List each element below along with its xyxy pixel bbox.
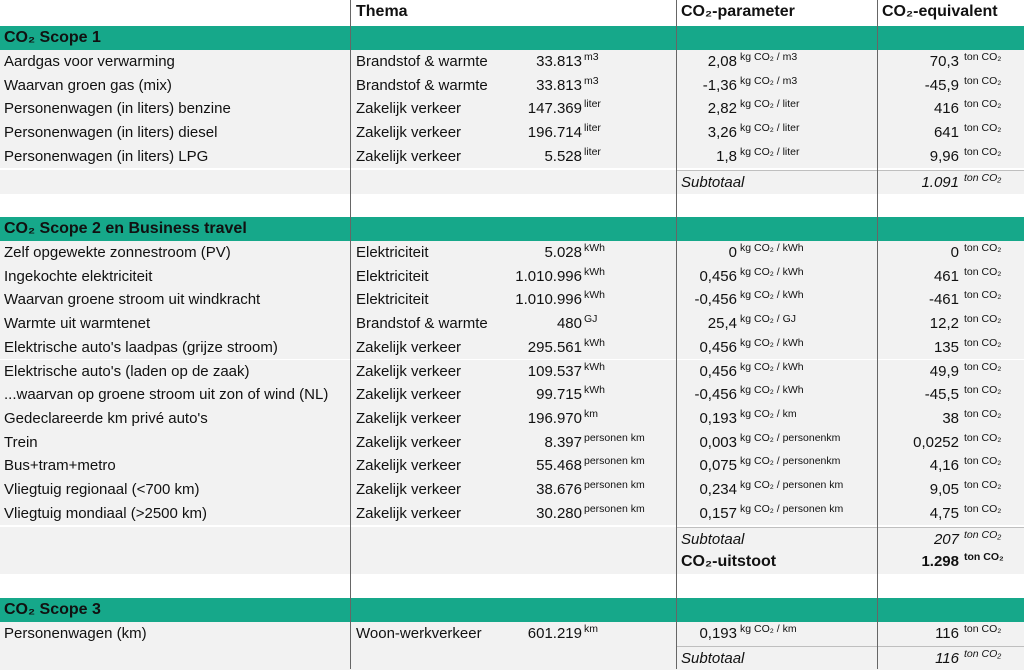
row-equivalent-unit: ton CO₂ bbox=[964, 313, 1002, 326]
row-equivalent-unit: ton CO₂ bbox=[964, 623, 1002, 635]
subtotal-value: 207 bbox=[933, 531, 959, 548]
table-row bbox=[0, 145, 1024, 169]
row-label: Personenwagen (in liters) benzine bbox=[4, 100, 231, 118]
row-quantity: 109.537 bbox=[527, 362, 582, 380]
row-label: Zelf opgewekte zonnestroom (PV) bbox=[4, 244, 231, 261]
row-quantity: 33.813 bbox=[536, 53, 582, 70]
row-parameter: 0,456 bbox=[699, 338, 737, 356]
row-equivalent: 461 bbox=[933, 267, 959, 285]
subtotal-row bbox=[0, 170, 1024, 194]
row-label: Trein bbox=[4, 433, 38, 451]
row-theme: Zakelijk verkeer bbox=[356, 362, 462, 380]
row-equivalent-unit: ton CO₂ bbox=[964, 265, 1002, 278]
table-row bbox=[0, 502, 1024, 526]
row-equivalent-unit: ton CO₂ bbox=[964, 360, 1002, 373]
row-equivalent: 0,0252 bbox=[913, 433, 959, 451]
row-equivalent: 0 bbox=[950, 244, 959, 261]
row-parameter-unit: kg CO₂ / kWh bbox=[740, 336, 804, 349]
row-parameter: 0,456 bbox=[699, 267, 737, 285]
table-row bbox=[0, 454, 1024, 478]
section-title: CO₂ Scope 3 bbox=[4, 601, 101, 618]
row-equivalent: 135 bbox=[933, 338, 959, 356]
row-quantity: 196.714 bbox=[527, 124, 582, 142]
table-row bbox=[0, 50, 1024, 74]
row-label: Waarvan groen gas (mix) bbox=[4, 76, 172, 94]
subtotal-row bbox=[0, 527, 1024, 551]
row-label: ...waarvan op groene stroom uit zon of wind (NL) bbox=[4, 386, 329, 404]
row-quantity: 33.813 bbox=[536, 76, 582, 94]
subtotal-label: Subtotaal bbox=[681, 531, 745, 548]
subtotal-unit: ton CO₂ bbox=[964, 648, 1002, 660]
table-row bbox=[0, 312, 1024, 336]
row-equivalent: -45,5 bbox=[924, 386, 959, 404]
row-parameter-unit: kg CO₂ / liter bbox=[740, 98, 800, 111]
row-quantity: 295.561 bbox=[527, 338, 582, 356]
row-quantity: 5.028 bbox=[544, 244, 582, 261]
row-parameter: -1,36 bbox=[702, 76, 737, 94]
row-label: Elektrische auto's (laden op de zaak) bbox=[4, 362, 250, 380]
table-row bbox=[0, 622, 1024, 646]
column-divider bbox=[676, 0, 677, 669]
row-label: Gedeclareerde km privé auto's bbox=[4, 409, 208, 427]
subtotal-value: 116 bbox=[935, 650, 959, 667]
row-parameter: 2,82 bbox=[707, 100, 737, 118]
row-equivalent: 12,2 bbox=[929, 315, 959, 333]
row-theme: Zakelijk verkeer bbox=[356, 386, 462, 404]
subtotal-unit: ton CO₂ bbox=[964, 529, 1002, 541]
row-parameter-unit: kg CO₂ / personenkm bbox=[740, 455, 841, 468]
row-parameter-unit: kg CO₂ / kWh bbox=[740, 265, 804, 278]
row-parameter: 0,456 bbox=[699, 362, 737, 380]
subtotal-value: 1.091 bbox=[921, 174, 959, 191]
row-equivalent: 416 bbox=[933, 100, 959, 118]
row-theme: Zakelijk verkeer bbox=[356, 481, 462, 498]
row-parameter: -0,456 bbox=[694, 291, 737, 309]
header-co2-parameter: CO₂-parameter bbox=[681, 3, 795, 20]
row-equivalent: 9,96 bbox=[929, 147, 959, 165]
row-equivalent-unit: ton CO₂ bbox=[964, 242, 1002, 254]
row-equivalent-unit: ton CO₂ bbox=[964, 289, 1002, 302]
row-equivalent: 38 bbox=[942, 409, 959, 427]
row-theme: Elektriciteit bbox=[356, 244, 429, 261]
row-quantity-unit: personen km bbox=[584, 479, 645, 491]
row-theme: Brandstof & warmte bbox=[356, 315, 488, 333]
row-quantity: 99.715 bbox=[536, 386, 582, 404]
row-label: Vliegtuig mondiaal (>2500 km) bbox=[4, 504, 208, 522]
row-quantity: 601.219 bbox=[527, 625, 582, 642]
row-equivalent-unit: ton CO₂ bbox=[964, 145, 1002, 158]
total-value: 1.298 bbox=[921, 553, 959, 570]
row-quantity: 8.397 bbox=[544, 433, 582, 451]
header-thema: Thema bbox=[356, 3, 408, 20]
row-quantity: 480 bbox=[556, 315, 582, 333]
table-row bbox=[0, 478, 1024, 502]
row-parameter: 0,193 bbox=[699, 625, 737, 642]
row-equivalent-unit: ton CO₂ bbox=[964, 502, 1002, 515]
row-parameter: 3,26 bbox=[707, 124, 737, 142]
row-parameter: 0 bbox=[728, 244, 737, 261]
row-parameter-unit: kg CO₂ / km bbox=[740, 407, 797, 420]
total-row bbox=[0, 550, 1024, 574]
row-equivalent: 116 bbox=[935, 625, 959, 642]
row-label: Elektrische auto's laadpas (grijze stroom) bbox=[4, 338, 278, 356]
row-theme: Brandstof & warmte bbox=[356, 53, 488, 70]
row-parameter-unit: kg CO₂ / personen km bbox=[740, 479, 844, 491]
section-header-scope3 bbox=[0, 598, 1024, 622]
total-label: CO₂-uitstoot bbox=[681, 553, 777, 570]
row-theme: Zakelijk verkeer bbox=[356, 504, 462, 522]
row-quantity-unit: GJ bbox=[584, 313, 598, 326]
row-label: Warmte uit warmtenet bbox=[4, 315, 151, 333]
table-row bbox=[0, 121, 1024, 145]
row-equivalent-unit: ton CO₂ bbox=[964, 74, 1002, 87]
row-label: Waarvan groene stroom uit windkracht bbox=[4, 291, 261, 309]
row-parameter: 25,4 bbox=[707, 315, 737, 333]
row-equivalent: -461 bbox=[928, 291, 959, 309]
row-theme: Elektriciteit bbox=[356, 267, 429, 285]
table-row bbox=[0, 74, 1024, 98]
row-theme: Woon-werkverkeer bbox=[356, 625, 482, 642]
row-parameter-unit: kg CO₂ / kWh bbox=[740, 242, 804, 254]
row-theme: Zakelijk verkeer bbox=[356, 433, 462, 451]
row-theme: Zakelijk verkeer bbox=[356, 147, 462, 165]
row-parameter-unit: kg CO₂ / km bbox=[740, 623, 797, 635]
row-theme: Brandstof & warmte bbox=[356, 76, 488, 94]
section-title: CO₂ Scope 1 bbox=[4, 29, 101, 46]
subtotal-row bbox=[0, 646, 1024, 670]
row-parameter: 0,003 bbox=[699, 433, 737, 451]
row-parameter-unit: kg CO₂ / m3 bbox=[740, 74, 798, 87]
row-quantity-unit: kWh bbox=[584, 384, 605, 397]
row-parameter-unit: kg CO₂ / liter bbox=[740, 145, 800, 158]
row-parameter-unit: kg CO₂ / personenkm bbox=[740, 431, 841, 444]
row-label: Vliegtuig regionaal (<700 km) bbox=[4, 481, 200, 498]
row-quantity-unit: kWh bbox=[584, 242, 605, 254]
total-unit: ton CO₂ bbox=[964, 551, 1004, 563]
row-parameter: 0,157 bbox=[699, 504, 737, 522]
row-parameter: 1,8 bbox=[716, 147, 737, 165]
row-quantity: 196.970 bbox=[527, 409, 582, 427]
row-equivalent-unit: ton CO₂ bbox=[964, 51, 1002, 63]
row-parameter-unit: kg CO₂ / kWh bbox=[740, 384, 804, 397]
row-quantity-unit: personen km bbox=[584, 455, 645, 468]
row-quantity-unit: liter bbox=[584, 122, 601, 135]
row-theme: Elektriciteit bbox=[356, 291, 429, 309]
row-equivalent: 9,05 bbox=[929, 481, 959, 498]
row-equivalent-unit: ton CO₂ bbox=[964, 384, 1002, 397]
row-theme: Zakelijk verkeer bbox=[356, 457, 462, 475]
table-row bbox=[0, 288, 1024, 312]
row-quantity-unit: km bbox=[584, 407, 598, 420]
row-label: Personenwagen (km) bbox=[4, 625, 147, 642]
row-quantity: 1.010.996 bbox=[515, 291, 582, 309]
row-quantity-unit: m3 bbox=[584, 74, 599, 87]
row-quantity-unit: kWh bbox=[584, 265, 605, 278]
table-row bbox=[0, 407, 1024, 431]
row-quantity-unit: kWh bbox=[584, 336, 605, 349]
table-row bbox=[0, 431, 1024, 455]
row-equivalent-unit: ton CO₂ bbox=[964, 122, 1002, 135]
row-equivalent-unit: ton CO₂ bbox=[964, 98, 1002, 111]
row-quantity-unit: m3 bbox=[584, 51, 599, 63]
row-equivalent: 4,16 bbox=[929, 457, 959, 475]
row-theme: Zakelijk verkeer bbox=[356, 124, 462, 142]
row-parameter-unit: kg CO₂ / personen km bbox=[740, 502, 844, 515]
row-equivalent: 4,75 bbox=[929, 504, 959, 522]
row-quantity-unit: km bbox=[584, 623, 598, 635]
section-title: CO₂ Scope 2 en Business travel bbox=[4, 220, 247, 237]
row-parameter: -0,456 bbox=[694, 386, 737, 404]
table-row bbox=[0, 97, 1024, 121]
table-row bbox=[0, 265, 1024, 289]
row-parameter: 2,08 bbox=[707, 53, 737, 70]
row-label: Personenwagen (in liters) diesel bbox=[4, 124, 218, 142]
row-label: Personenwagen (in liters) LPG bbox=[4, 147, 209, 165]
column-divider bbox=[877, 0, 878, 669]
table-row bbox=[0, 360, 1024, 384]
row-quantity: 30.280 bbox=[536, 504, 582, 522]
row-parameter: 0,193 bbox=[699, 409, 737, 427]
row-equivalent: -45,9 bbox=[924, 76, 959, 94]
row-equivalent-unit: ton CO₂ bbox=[964, 455, 1002, 468]
row-parameter-unit: kg CO₂ / kWh bbox=[740, 289, 804, 302]
row-quantity-unit: liter bbox=[584, 145, 601, 158]
row-parameter: 0,075 bbox=[699, 457, 737, 475]
row-parameter-unit: kg CO₂ / kWh bbox=[740, 360, 804, 373]
row-quantity: 5.528 bbox=[544, 147, 582, 165]
row-quantity-unit: personen km bbox=[584, 502, 645, 515]
row-theme: Zakelijk verkeer bbox=[356, 338, 462, 356]
row-label: Bus+tram+metro bbox=[4, 457, 116, 475]
row-quantity: 147.369 bbox=[527, 100, 582, 118]
row-equivalent-unit: ton CO₂ bbox=[964, 336, 1002, 349]
row-equivalent: 49,9 bbox=[929, 362, 959, 380]
header-row bbox=[0, 0, 1024, 24]
row-equivalent: 70,3 bbox=[929, 53, 959, 70]
row-equivalent: 641 bbox=[933, 124, 959, 142]
row-parameter-unit: kg CO₂ / liter bbox=[740, 122, 800, 135]
column-divider bbox=[350, 0, 351, 669]
row-theme: Zakelijk verkeer bbox=[356, 100, 462, 118]
row-quantity-unit: kWh bbox=[584, 360, 605, 373]
table-row bbox=[0, 241, 1024, 265]
row-quantity-unit: kWh bbox=[584, 289, 605, 302]
table-row bbox=[0, 336, 1024, 360]
row-equivalent-unit: ton CO₂ bbox=[964, 407, 1002, 420]
row-theme: Zakelijk verkeer bbox=[356, 409, 462, 427]
section-header-scope1 bbox=[0, 26, 1024, 50]
subtotal-unit: ton CO₂ bbox=[964, 172, 1002, 184]
row-parameter-unit: kg CO₂ / m3 bbox=[740, 51, 798, 63]
row-parameter-unit: kg CO₂ / GJ bbox=[740, 313, 797, 326]
header-co2-equivalent: CO₂-equivalent bbox=[882, 3, 998, 20]
row-quantity: 1.010.996 bbox=[515, 267, 582, 285]
row-quantity-unit: personen km bbox=[584, 431, 645, 444]
row-label: Ingekochte elektriciteit bbox=[4, 267, 153, 285]
subtotal-label: Subtotaal bbox=[681, 650, 745, 667]
row-parameter: 0,234 bbox=[699, 481, 737, 498]
row-quantity: 38.676 bbox=[536, 481, 582, 498]
row-equivalent-unit: ton CO₂ bbox=[964, 479, 1002, 491]
table-row bbox=[0, 383, 1024, 407]
row-label: Aardgas voor verwarming bbox=[4, 53, 175, 70]
section-header-scope2 bbox=[0, 217, 1024, 241]
row-equivalent-unit: ton CO₂ bbox=[964, 431, 1002, 444]
row-quantity-unit: liter bbox=[584, 98, 601, 111]
subtotal-label: Subtotaal bbox=[681, 174, 745, 191]
row-quantity: 55.468 bbox=[536, 457, 582, 475]
